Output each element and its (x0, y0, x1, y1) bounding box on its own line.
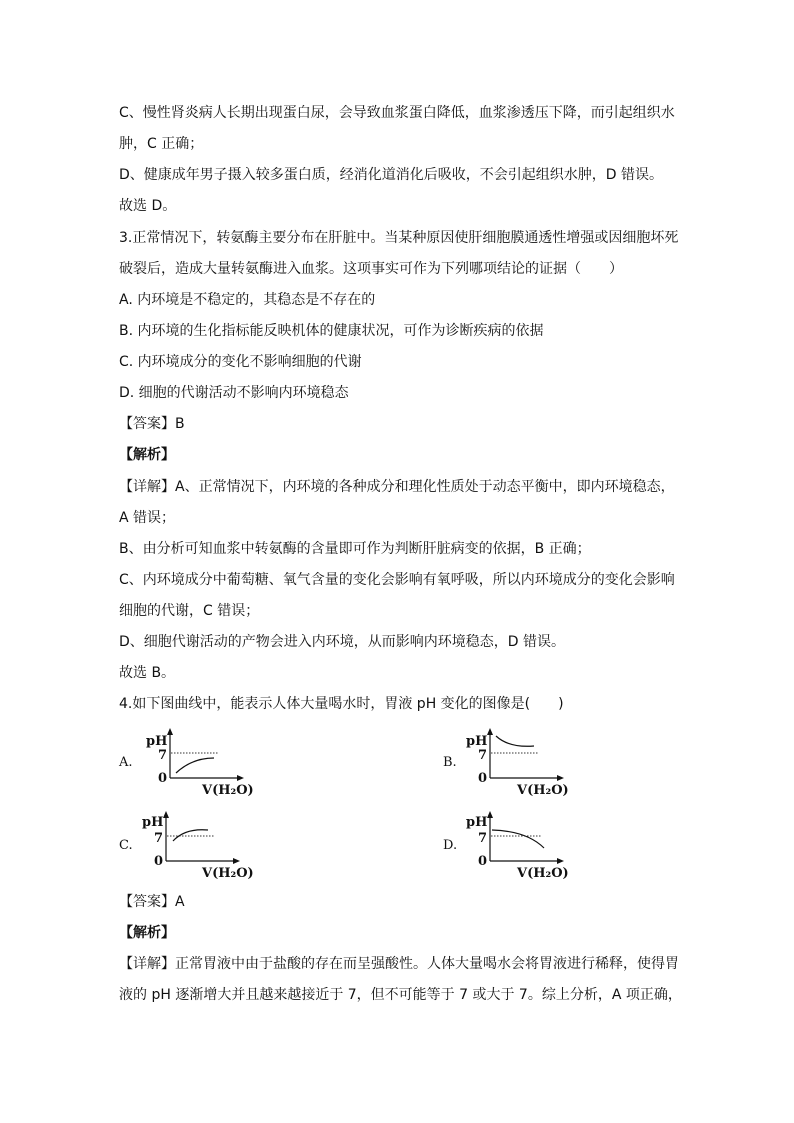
ph-7-mark: 7 (158, 748, 168, 763)
graph-a (140, 728, 260, 800)
ph-7-mark: 7 (478, 831, 488, 846)
graph-option-label: B. (443, 755, 457, 770)
text-line: D、细胞代谢活动的产物会进入内环境，从而影响内环境稳态，D 错误。 (119, 634, 566, 650)
graph-option-label: C. (119, 838, 133, 853)
graph-option-label: D. (443, 838, 458, 853)
text-line: B、由分析可知血浆中转氨酶的含量即可作为判断肝脏病变的依据，B 正确； (119, 541, 591, 557)
curve (176, 758, 214, 773)
detail-line: 【详解】正常胃液中由于盐酸的存在而呈强酸性。人体大量喝水会将胃液进行稀释，使得胃 (119, 956, 679, 972)
y-axis-label: pH (146, 734, 168, 749)
graph-c (140, 811, 260, 883)
y-axis-label: pH (142, 815, 164, 830)
graph-option-label: A. (119, 755, 133, 770)
question-4-stem: 4.如下图曲线中，能表示人体大量喝水时，胃液 pH 变化的图像是( ) (119, 696, 564, 712)
origin-label: 0 (158, 771, 168, 786)
text-line: 故选 D。 (119, 198, 177, 214)
ph-7-mark: 7 (154, 831, 164, 846)
curve (492, 830, 544, 848)
origin-label: 0 (154, 854, 164, 869)
analysis-label: 【解析】 (119, 447, 175, 463)
curve (173, 830, 208, 841)
detail-line: 【详解】A、正常情况下，内环境的各种成分和理化性质处于动态平衡中，即内环境稳态， (119, 479, 675, 495)
graph-d (465, 811, 585, 883)
text-line: 细胞的代谢，C 错误； (119, 603, 260, 619)
y-axis-label: pH (466, 734, 488, 749)
option-d: D. 细胞的代谢活动不影响内环境稳态 (119, 385, 349, 401)
text-line: D、健康成年男子摄入较多蛋白质，经消化道消化后吸收，不会引起组织水肿，D 错误。 (119, 167, 664, 183)
graph-b (465, 728, 585, 800)
x-axis-label: V(H₂O) (517, 783, 569, 798)
option-c: C. 内环境成分的变化不影响细胞的代谢 (119, 354, 362, 370)
x-axis-label: V(H₂O) (202, 866, 254, 881)
y-axis-label: pH (466, 815, 488, 830)
question-3-stem: 3.正常情况下，转氨酶主要分布在肝脏中。当某种原因使肝细胞膜通透性增强或因细胞坏死 (119, 230, 679, 246)
analysis-label: 【解析】 (119, 925, 175, 941)
text-line: C、慢性肾炎病人长期出现蛋白尿，会导致血浆蛋白降低，血浆渗透压下降，而引起组织水 (119, 105, 675, 121)
text-line: C、内环境成分中葡萄糖、氧气含量的变化会影响有氧呼吸，所以内环境成分的变化会影响 (119, 572, 675, 588)
x-axis-label: V(H₂O) (517, 866, 569, 881)
text-line: 肿，C 正确； (119, 136, 204, 152)
curve (496, 736, 534, 746)
origin-label: 0 (478, 854, 488, 869)
text-line: 液的 pH 逐渐增大并且越来越接近于 7，但不可能等于 7 或大于 7。综上分析，A 项正确， (119, 987, 682, 1003)
text-line: 故选 B。 (119, 665, 176, 681)
question-3-stem: 破裂后，造成大量转氨酶进入血浆。这项事实可作为下列哪项结论的证据（ ） (119, 261, 623, 277)
x-axis-label: V(H₂O) (202, 783, 254, 798)
answer-label: 【答案】A (119, 894, 185, 910)
text-line: A 错误； (119, 510, 176, 526)
answer-label: 【答案】B (119, 416, 185, 432)
option-b: B. 内环境的生化指标能反映机体的健康状况，可作为诊断疾病的依据 (119, 323, 544, 339)
ph-7-mark: 7 (478, 748, 488, 763)
option-a: A. 内环境是不稳定的，其稳态是不存在的 (119, 292, 376, 308)
origin-label: 0 (478, 771, 488, 786)
